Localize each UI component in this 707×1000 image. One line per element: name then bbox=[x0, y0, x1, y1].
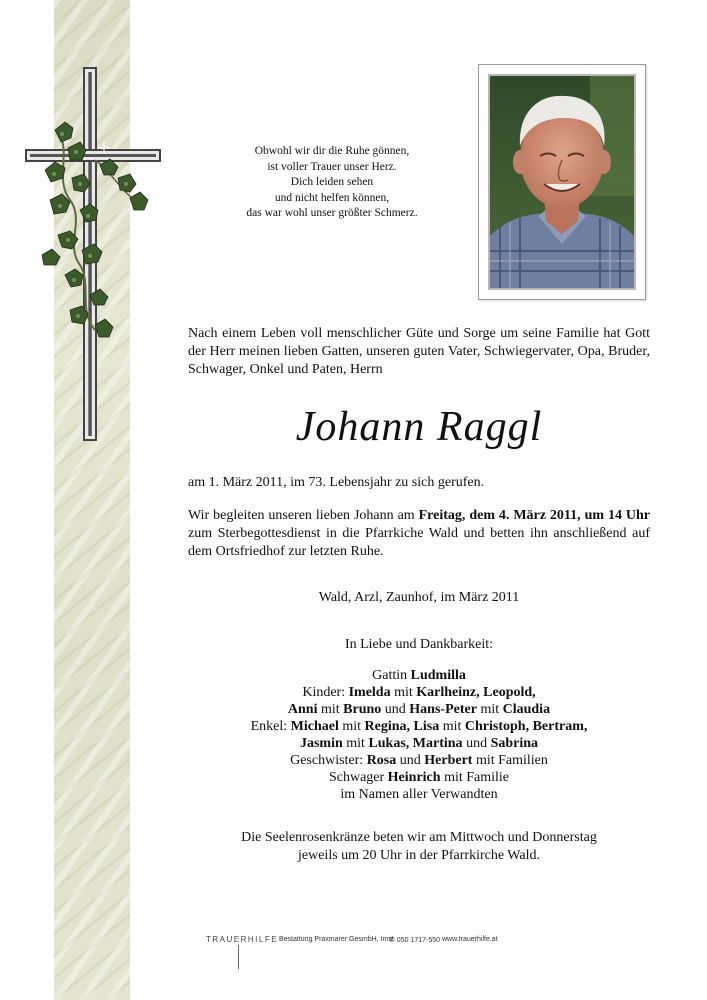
family-line-relatives: im Namen aller Verwandten bbox=[340, 787, 498, 802]
connector: mit bbox=[342, 736, 369, 751]
funeral-date: Freitag, dem 4. März 2011, um 14 Uhr bbox=[418, 508, 650, 523]
family-name: Herbert bbox=[424, 753, 473, 768]
family-name: Bruno bbox=[343, 702, 382, 717]
poem-line: Dich leiden sehen bbox=[290, 176, 374, 188]
family-name: Hans-Peter bbox=[409, 702, 477, 717]
family-line-wife bbox=[188, 667, 650, 684]
cross-with-ivy-icon bbox=[0, 60, 190, 450]
family-name: Regina, Lisa bbox=[364, 719, 440, 734]
connector: mit bbox=[390, 685, 417, 700]
deceased-name: Johann Raggl bbox=[295, 404, 543, 450]
connector: mit bbox=[338, 719, 365, 734]
footer-website-link[interactable]: www.trauerhilfe.at bbox=[442, 936, 498, 943]
family-name: Michael bbox=[290, 719, 339, 734]
rosary-notice bbox=[188, 829, 650, 865]
funeral-text-part2: zum Sterbegottesdienst in die Pfarrkiche Wald und betten ihn anschließend auf dem Ortsfriedhof zur letzten Ruhe. bbox=[188, 526, 650, 559]
family-line-children-2 bbox=[188, 701, 650, 718]
family-line-children bbox=[188, 684, 650, 701]
family-name: Anni bbox=[287, 702, 318, 717]
connector: und bbox=[381, 702, 410, 717]
family-name: Karlheinz, Leopold, bbox=[416, 685, 536, 700]
suffix: mit Familien bbox=[472, 753, 548, 768]
family-name: Rosa bbox=[366, 753, 397, 768]
funeral-text bbox=[188, 507, 650, 561]
label: Enkel: bbox=[250, 719, 291, 734]
family-name: Lukas, Martina bbox=[368, 736, 463, 751]
family-name: Heinrich bbox=[387, 770, 441, 785]
poem-line: Obwohl wir dir die Ruhe gönnen, bbox=[254, 145, 410, 157]
connector: und bbox=[462, 736, 491, 751]
footer-company: Bestattung Praxmarer GesmbH, Imst bbox=[279, 936, 394, 943]
family-name: Claudia bbox=[502, 702, 551, 717]
portrait-photo bbox=[488, 74, 636, 290]
logo-divider bbox=[238, 945, 239, 969]
rosary-line: jeweils um 20 Uhr in der Pfarrkirche Wald. bbox=[298, 848, 540, 863]
family-line-siblings bbox=[188, 752, 650, 769]
portrait-frame bbox=[478, 64, 646, 300]
poem-line: das war wohl unser größter Schmerz. bbox=[246, 207, 418, 219]
funeral-text-part1: Wir begleiten unseren lieben Johann am bbox=[188, 508, 419, 523]
thanks-line: In Liebe und Dankbarkeit: bbox=[344, 637, 494, 652]
connector: und bbox=[396, 753, 425, 768]
death-date-text: am 1. März 2011, im 73. Lebensjahr zu sich gerufen. bbox=[188, 475, 485, 490]
place-date: Wald, Arzl, Zaunhof, im März 2011 bbox=[318, 590, 520, 605]
family-line-grandchildren-2 bbox=[188, 735, 650, 752]
poem bbox=[212, 144, 452, 222]
family-name: Ludmilla bbox=[410, 668, 466, 683]
family-name: Jasmin bbox=[299, 736, 343, 751]
connector: mit bbox=[317, 702, 344, 717]
footer-phone: ✆ 050 1717-550 bbox=[389, 937, 441, 944]
label: Geschwister: bbox=[290, 753, 367, 768]
footer bbox=[206, 935, 526, 971]
poem-line: ist voller Trauer unser Herz. bbox=[267, 160, 397, 173]
family-line-brother-in-law bbox=[188, 769, 650, 786]
connector: mit bbox=[439, 719, 465, 734]
label: Schwager bbox=[328, 770, 388, 785]
poem-line: und nicht helfen können, bbox=[274, 191, 390, 204]
trauerhilfe-logo: TRAUERHILFE bbox=[206, 935, 279, 944]
family-list bbox=[188, 667, 650, 803]
rosary-line: Die Seelenrosenkränze beten wir am Mittwoch und Donnerstag bbox=[241, 830, 597, 845]
family-name: Christoph, Bertram, bbox=[464, 719, 588, 734]
label: Kinder: bbox=[302, 685, 349, 700]
label: Gattin bbox=[372, 668, 411, 683]
family-line-grandchildren bbox=[188, 718, 650, 735]
connector: mit bbox=[476, 702, 503, 717]
family-name: Sabrina bbox=[490, 736, 539, 751]
suffix: mit Familie bbox=[440, 770, 510, 785]
family-name: Imelda bbox=[348, 685, 391, 700]
intro-text: Nach einem Leben voll menschlicher Güte und Sorge um seine Familie hat Gott der Herr meinen lieben Gatten, unseren guten Vater, Schwiegervater, Opa, Bruder, Schwager, Onkel und Paten, Herrn bbox=[188, 326, 650, 377]
